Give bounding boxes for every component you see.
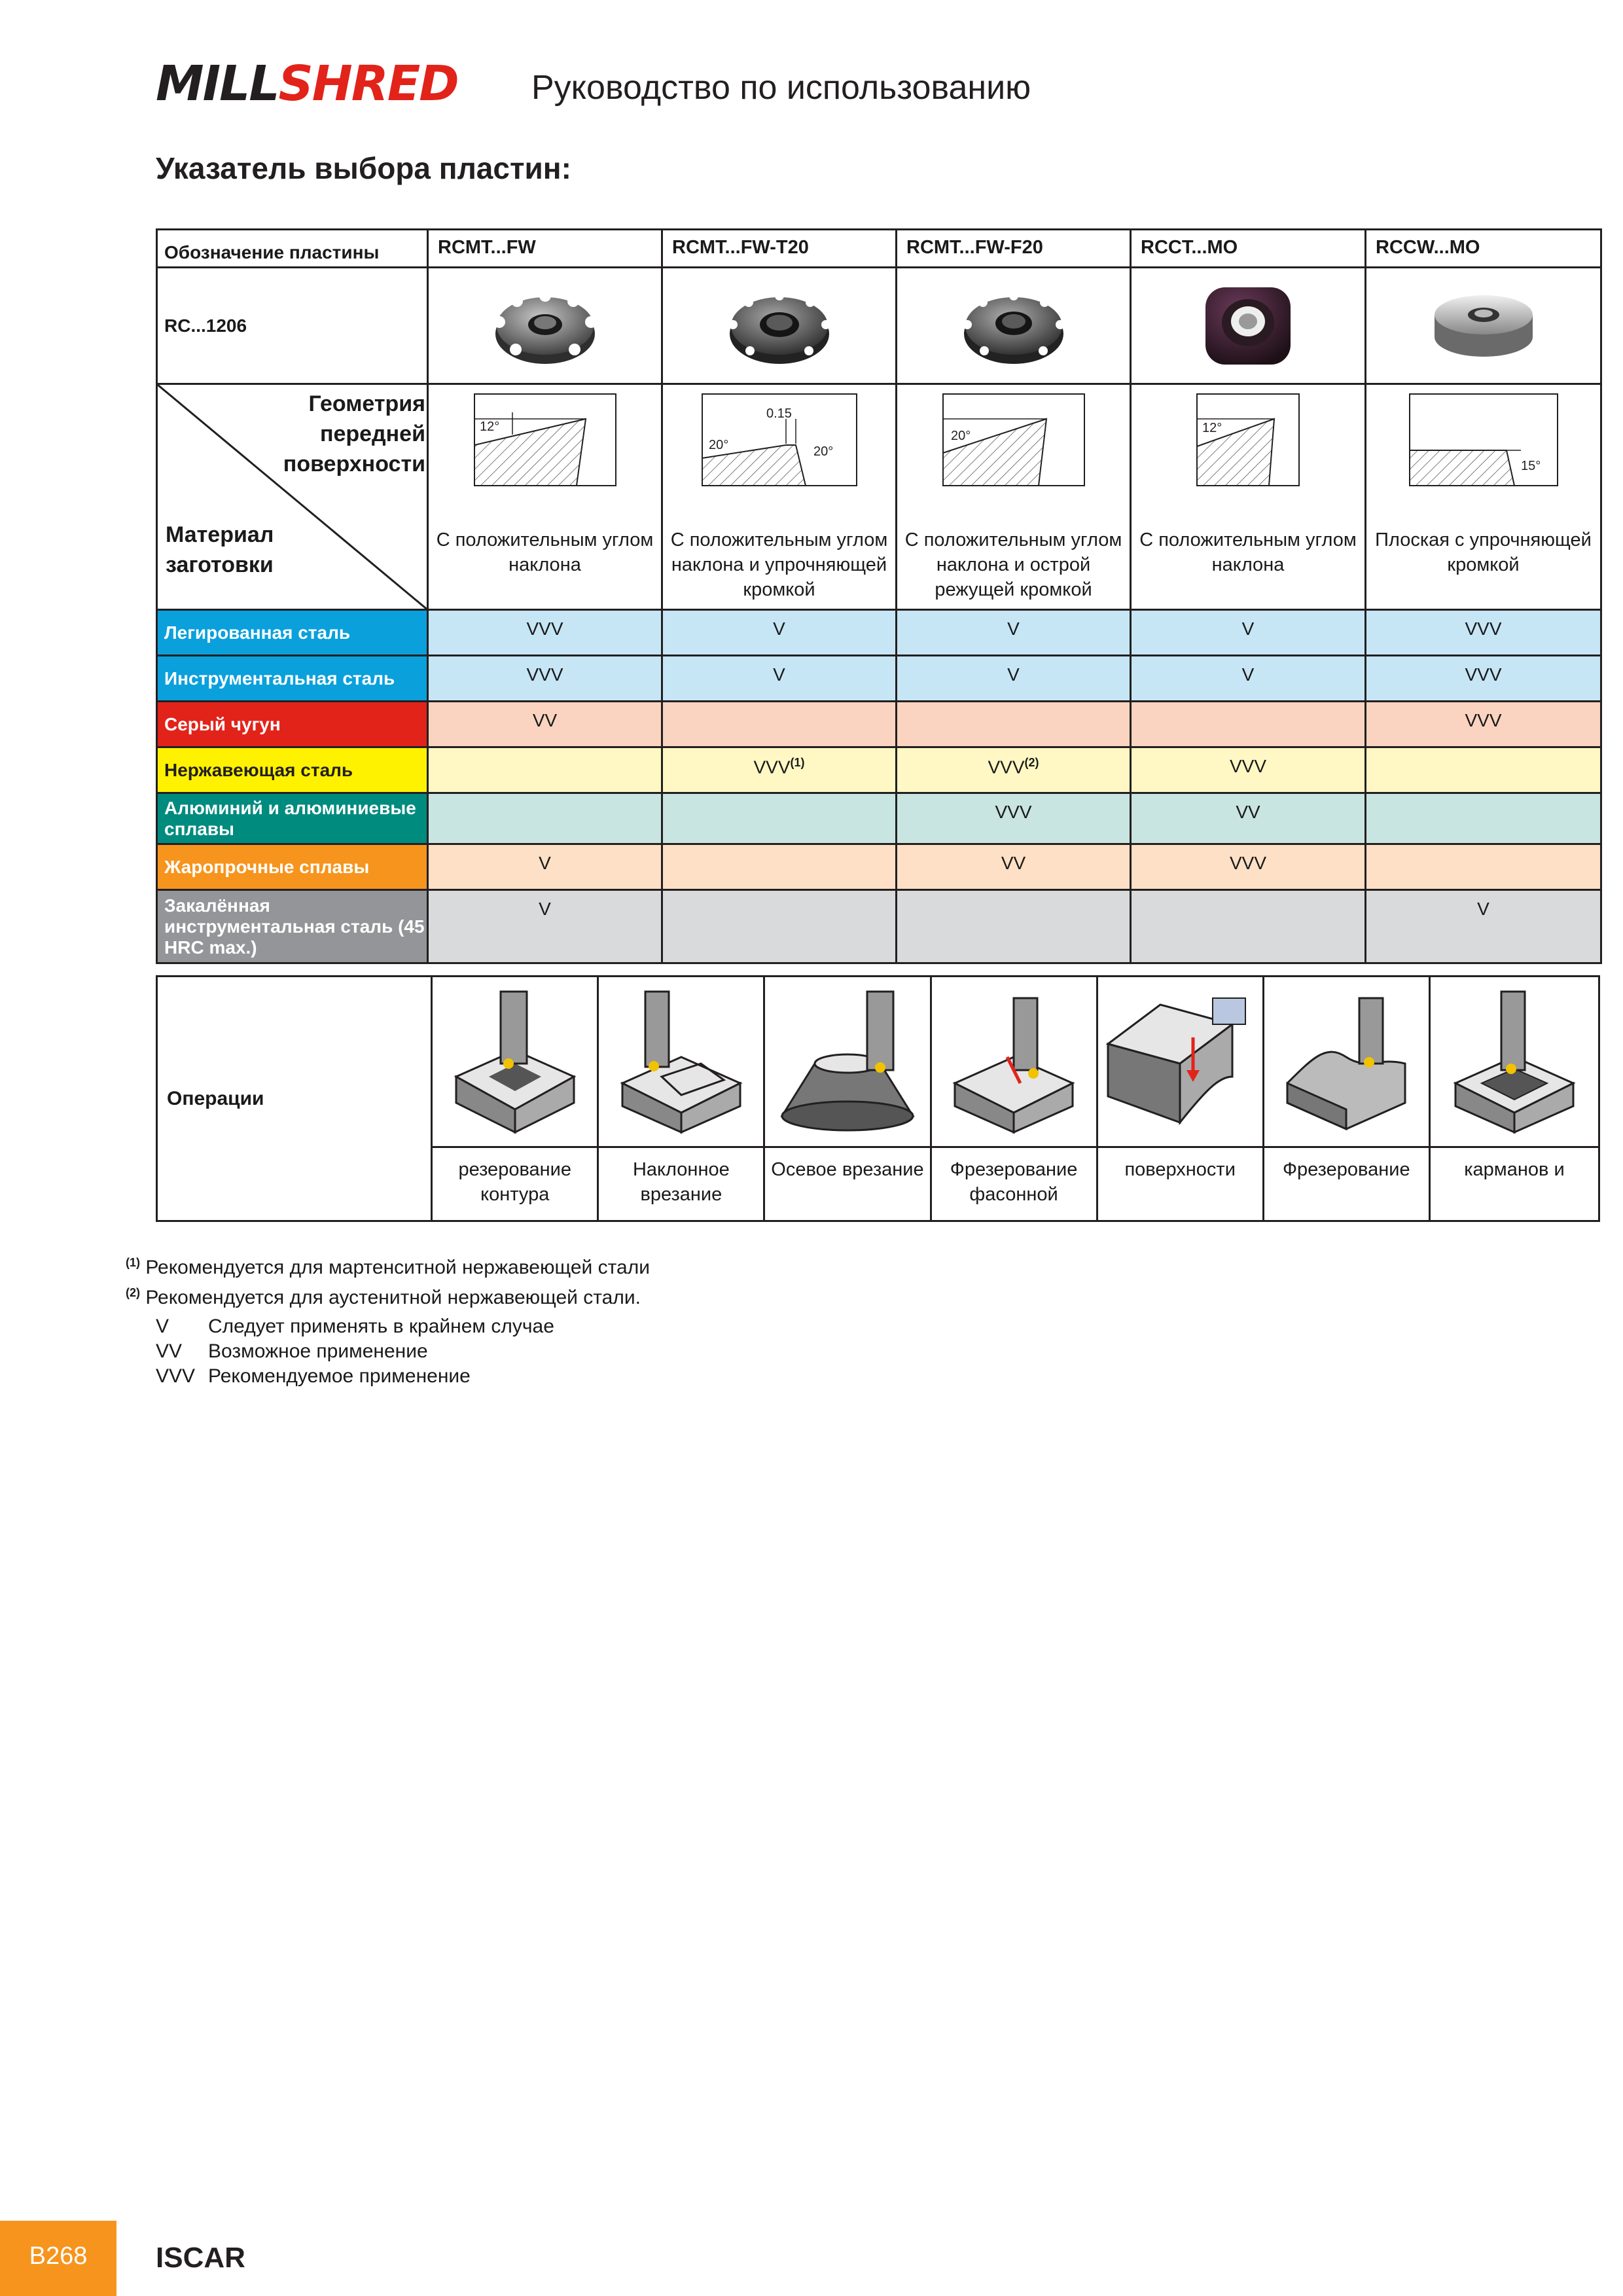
material-name: Нержавеющая сталь bbox=[157, 747, 428, 793]
footnote-text: Рекомендуется для мартенситной нержавеющей стали bbox=[145, 1257, 650, 1278]
suitability-rating: V bbox=[1007, 664, 1020, 685]
geometry-cell bbox=[428, 384, 662, 610]
suitability-rating: VVV bbox=[1465, 619, 1502, 639]
code-header: Обозначение пластины bbox=[157, 230, 428, 268]
page-number-badge: B268 bbox=[0, 2221, 116, 2296]
suitability-cell bbox=[1131, 793, 1366, 844]
suitability-rating: VVV bbox=[526, 664, 563, 685]
insert-photo bbox=[1131, 268, 1366, 384]
operation-name: поверхности bbox=[1097, 1147, 1263, 1221]
suitability-cell bbox=[897, 656, 1131, 702]
footnote bbox=[126, 1280, 650, 1310]
insert-rcct-mo-image bbox=[1192, 278, 1304, 370]
operation-image bbox=[764, 977, 931, 1147]
legend-code: VV bbox=[156, 1340, 183, 1362]
suitability-rating: VVV bbox=[753, 757, 791, 778]
suitability-cell bbox=[1131, 610, 1366, 656]
suitability-cell bbox=[662, 747, 897, 793]
suitability-rating: V bbox=[539, 853, 551, 873]
suitability-rating: V bbox=[773, 664, 785, 685]
material-row bbox=[157, 610, 1601, 656]
operation-image bbox=[1097, 977, 1263, 1147]
suitability-cell bbox=[662, 610, 897, 656]
geometry-header: Геометрия передней поверхности bbox=[283, 391, 425, 476]
contour-milling-illustration bbox=[443, 985, 587, 1136]
angle-label: 15° bbox=[1520, 459, 1541, 473]
suitability-rating: VV bbox=[532, 710, 558, 730]
operation-image bbox=[1263, 977, 1429, 1147]
insert-rcmt-fw-t20-image bbox=[724, 281, 835, 367]
pocket-milling-illustration bbox=[1442, 985, 1586, 1136]
geometry-cell bbox=[1366, 384, 1601, 610]
operation-name: карманов и bbox=[1429, 1147, 1599, 1221]
page-title: Руководство по использованию bbox=[531, 69, 1031, 107]
suitability-cell bbox=[1366, 610, 1601, 656]
copy-milling-illustration bbox=[1274, 985, 1418, 1136]
suitability-rating: VVV bbox=[1229, 853, 1267, 873]
operation-name: Наклонное врезание bbox=[598, 1147, 764, 1221]
insert-selection-table bbox=[156, 228, 1602, 964]
legend-code: V bbox=[156, 1316, 169, 1337]
material-name: Жаропрочные сплавы bbox=[157, 844, 428, 890]
suitability-cell bbox=[1131, 890, 1366, 963]
suitability-rating: V bbox=[1007, 619, 1020, 639]
insert-photo bbox=[897, 268, 1131, 384]
operations-image-row bbox=[157, 977, 1599, 1147]
footnote bbox=[126, 1250, 650, 1280]
geometry-description: С положительным углом наклона bbox=[1139, 529, 1357, 575]
material-name: Легированная сталь bbox=[157, 610, 428, 656]
insert-code: RCMT...FW-T20 bbox=[662, 230, 897, 268]
insert-code: RCCT...MO bbox=[1131, 230, 1366, 268]
surface-milling-illustration bbox=[1101, 985, 1258, 1136]
material-name: Закалённая инструментальная сталь (45 HRC max.) bbox=[157, 890, 428, 963]
suitability-cell bbox=[428, 610, 662, 656]
suitability-cell bbox=[1131, 844, 1366, 890]
angle-label: 20° bbox=[813, 444, 833, 459]
material-header: Материал заготовки bbox=[166, 522, 274, 577]
legend-item bbox=[156, 1339, 554, 1364]
angle-label: 12° bbox=[479, 420, 499, 434]
size-label: RC...1206 bbox=[157, 268, 428, 384]
material-name: Инструментальная сталь bbox=[157, 656, 428, 702]
geometry-cell bbox=[897, 384, 1131, 610]
suitability-rating: V bbox=[1241, 664, 1255, 685]
geometry-description: С положительным углом наклона bbox=[436, 529, 654, 575]
insert-code: RCMT...FW bbox=[428, 230, 662, 268]
rake-geometry-diagram bbox=[473, 393, 617, 491]
material-row bbox=[157, 793, 1601, 844]
suitability-rating: VVV bbox=[988, 757, 1025, 778]
footnote-ref: (1) bbox=[790, 756, 805, 769]
legend bbox=[156, 1314, 554, 1389]
rake-geometry-diagram bbox=[1196, 393, 1300, 491]
insert-image-row bbox=[157, 268, 1601, 384]
logo-shred: SHRED bbox=[278, 56, 458, 112]
footnote-ref: (2) bbox=[1024, 756, 1039, 769]
operation-image bbox=[931, 977, 1097, 1147]
geometry-row bbox=[157, 384, 1601, 610]
suitability-rating: V bbox=[1477, 899, 1489, 919]
material-row bbox=[157, 747, 1601, 793]
suitability-cell bbox=[662, 844, 897, 890]
suitability-cell bbox=[1131, 656, 1366, 702]
geometry-description: Плоская с упрочняющей кромкой bbox=[1375, 529, 1592, 575]
legend-code: VVV bbox=[156, 1365, 196, 1387]
operation-name: Фрезерование фасонной bbox=[931, 1147, 1097, 1221]
insert-code: RCMT...FW-F20 bbox=[897, 230, 1131, 268]
suitability-cell bbox=[1131, 702, 1366, 747]
suitability-cell bbox=[662, 793, 897, 844]
rake-geometry-diagram bbox=[942, 393, 1086, 491]
operations-label: Операции bbox=[157, 977, 432, 1221]
suitability-cell bbox=[1366, 747, 1601, 793]
insert-rcmt-fw-image bbox=[490, 281, 601, 367]
ramping-illustration bbox=[609, 985, 753, 1136]
operation-name: резерование контура bbox=[432, 1147, 598, 1221]
insert-code-row bbox=[157, 230, 1601, 268]
suitability-rating: VVV bbox=[1465, 710, 1502, 730]
operation-image bbox=[1429, 977, 1599, 1147]
suitability-cell bbox=[897, 890, 1131, 963]
logo-mill: MILL bbox=[156, 56, 279, 112]
suitability-cell bbox=[1366, 890, 1601, 963]
legend-text: Рекомендуемое применение bbox=[208, 1365, 471, 1387]
geometry-material-header bbox=[157, 384, 428, 610]
profile-milling-illustration bbox=[942, 985, 1086, 1136]
suitability-rating: VVV bbox=[526, 619, 563, 639]
suitability-cell bbox=[1366, 793, 1601, 844]
footnote-text: Рекомендуется для аустенитной нержавеющей стали. bbox=[145, 1287, 641, 1308]
millshred-logo bbox=[156, 56, 496, 112]
suitability-cell bbox=[897, 793, 1131, 844]
insert-rcmt-fw-f20-image bbox=[958, 281, 1069, 367]
brand-name: ISCAR bbox=[156, 2242, 245, 2274]
suitability-cell bbox=[897, 610, 1131, 656]
legend-text: Возможное применение bbox=[208, 1340, 428, 1362]
suitability-cell bbox=[428, 656, 662, 702]
operation-name: Осевое врезание bbox=[764, 1147, 931, 1221]
footnotes bbox=[126, 1250, 650, 1310]
suitability-cell bbox=[1131, 747, 1366, 793]
suitability-rating: VVV bbox=[1229, 756, 1267, 776]
material-row bbox=[157, 702, 1601, 747]
operations-table bbox=[156, 975, 1600, 1222]
suitability-cell bbox=[1366, 844, 1601, 890]
footnote-mark: (2) bbox=[126, 1286, 140, 1299]
legend-item bbox=[156, 1364, 554, 1389]
suitability-cell bbox=[662, 656, 897, 702]
suitability-cell bbox=[662, 890, 897, 963]
suitability-rating: V bbox=[1241, 619, 1255, 639]
suitability-cell bbox=[662, 702, 897, 747]
angle-label: 12° bbox=[1202, 421, 1222, 435]
suitability-cell bbox=[428, 747, 662, 793]
chamfer-label: 0.15 bbox=[766, 406, 792, 421]
geometry-cell bbox=[662, 384, 897, 610]
insert-photo bbox=[428, 268, 662, 384]
geometry-description: С положительным углом наклона и острой режущей кромкой bbox=[904, 529, 1122, 600]
operation-name: Фрезерование bbox=[1263, 1147, 1429, 1221]
plunging-illustration bbox=[776, 985, 919, 1136]
suitability-cell bbox=[428, 702, 662, 747]
material-rows bbox=[157, 610, 1601, 963]
insert-code: RCCW...MO bbox=[1366, 230, 1601, 268]
material-row bbox=[157, 656, 1601, 702]
rake-geometry-diagram bbox=[1408, 393, 1559, 491]
suitability-cell bbox=[428, 793, 662, 844]
suitability-rating: V bbox=[773, 619, 785, 639]
suitability-cell bbox=[428, 890, 662, 963]
footnote-mark: (1) bbox=[126, 1256, 140, 1269]
rake-geometry-diagram bbox=[701, 393, 858, 491]
legend-text: Следует применять в крайнем случае bbox=[208, 1316, 554, 1337]
angle-label: 20° bbox=[708, 438, 728, 452]
suitability-rating: V bbox=[539, 899, 551, 919]
suitability-cell bbox=[897, 702, 1131, 747]
suitability-rating: VV bbox=[1001, 853, 1026, 873]
insert-rccw-mo-image bbox=[1428, 285, 1539, 363]
geometry-cell bbox=[1131, 384, 1366, 610]
section-title: Указатель выбора пластин: bbox=[156, 151, 571, 185]
operation-image bbox=[598, 977, 764, 1147]
suitability-cell bbox=[428, 844, 662, 890]
operation-image bbox=[432, 977, 598, 1147]
suitability-rating: VV bbox=[1236, 802, 1260, 822]
material-row bbox=[157, 890, 1601, 963]
angle-label: 20° bbox=[950, 429, 971, 443]
legend-item bbox=[156, 1314, 554, 1339]
suitability-cell bbox=[1366, 702, 1601, 747]
insert-photo bbox=[1366, 268, 1601, 384]
geometry-description: С положительным углом наклона и упрочняющей кромкой bbox=[670, 529, 888, 600]
suitability-rating: VVV bbox=[1465, 664, 1502, 685]
material-name: Алюминий и алюминиевые сплавы bbox=[157, 793, 428, 844]
insert-photo bbox=[662, 268, 897, 384]
suitability-cell bbox=[897, 844, 1131, 890]
suitability-cell bbox=[897, 747, 1131, 793]
material-name: Серый чугун bbox=[157, 702, 428, 747]
suitability-rating: VVV bbox=[995, 802, 1032, 822]
material-row bbox=[157, 844, 1601, 890]
suitability-cell bbox=[1366, 656, 1601, 702]
